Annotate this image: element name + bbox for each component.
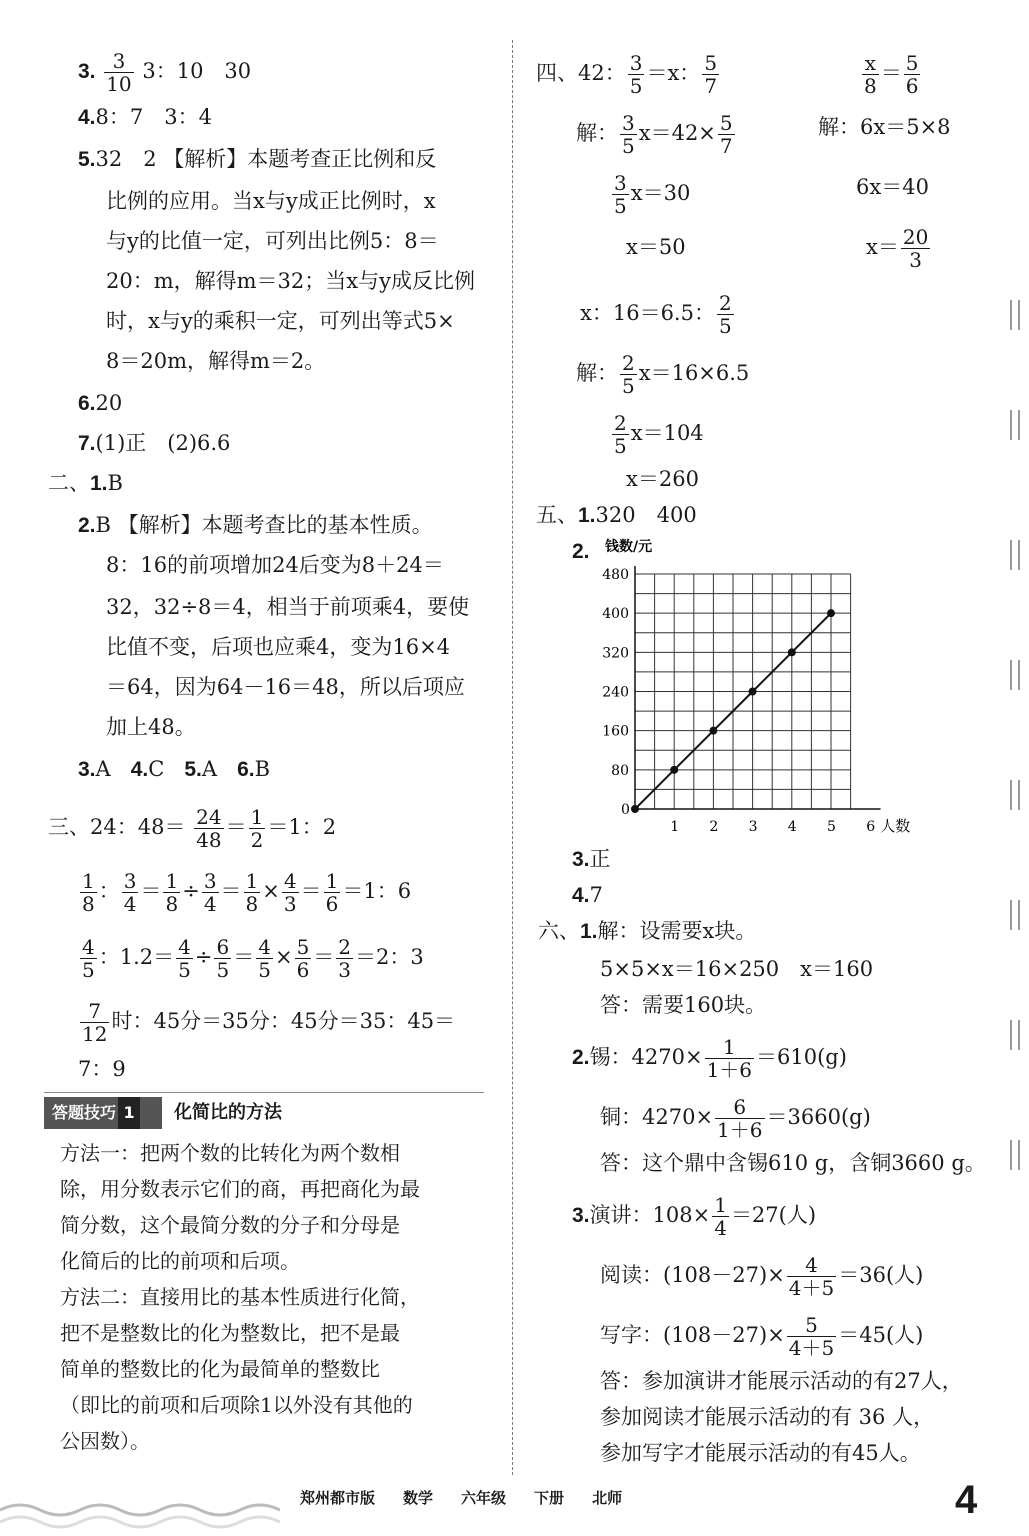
equation-line: x：16＝6.5： $\frac{2}{5}$ xyxy=(580,291,732,338)
y-axis-label: 钱数/元 xyxy=(605,539,653,555)
tip-line: 简分数，这个最简分数的分子和分母是 xyxy=(60,1213,400,1237)
footer: 郑州都市版 数学 六年级 下册 北师 xyxy=(300,1489,623,1507)
solution-line: $\frac{3}{5}$ x＝30 xyxy=(614,171,691,218)
x-tick-label: 3 xyxy=(748,819,758,835)
x-tick-label: 4 xyxy=(787,819,797,835)
answer-line: 答：这个鼎中含锡610 g，含铜3660 g。 xyxy=(600,1151,986,1175)
y-tick-label: 480 xyxy=(602,567,629,583)
section-3-line-3: $\frac{4}{5}$ ：1.2＝ $\frac{4}{5}$ ÷ $\frac{6}{5}$ ＝ $\frac{4}{5}$ × $\frac{5}{6}$ ＝ $\frac{2}{3}$ ＝2：3 xyxy=(82,935,424,982)
y-tick-label: 240 xyxy=(602,684,629,701)
section-4-eq-2: $\frac{x}{8}$ ＝ $\frac{5}{6}$ xyxy=(864,51,919,98)
decorative-edge-marks xyxy=(1005,260,1029,1360)
data-point xyxy=(788,648,796,656)
section-6-answer-3: 3.演讲：108× $\frac{1}{4}$ ＝27(人) xyxy=(572,1193,817,1240)
answer-5: 5.32 2 【解析】本题考查正比例和反 xyxy=(78,147,437,171)
explanation-line: 比例的应用。当x与y成正比例时，x xyxy=(106,189,436,213)
section-2-answer-2: 2.B 【解析】本题考查比的基本性质。 xyxy=(78,513,433,537)
solution-line: 5×5×x＝16×250 x＝160 xyxy=(600,957,874,981)
x-tick-label: 6 xyxy=(866,819,876,835)
section-2-answers-3-6: 3.A 4.C 5.A 6.B xyxy=(78,757,271,781)
fraction: $\frac{3}{10}$ xyxy=(106,49,132,96)
section-3-line-1: 三、24：48＝ $\frac{24}{48}$ ＝ $\frac{1}{2}$ ＝1：2 xyxy=(48,805,337,852)
tip-line: （即比的前项和后项除1以外没有其他的 xyxy=(60,1393,413,1417)
solution-line: x＝50 xyxy=(626,235,686,259)
answer-line: 参加阅读才能展示活动的有 36 人， xyxy=(600,1405,935,1429)
solution-line: x＝ $\frac{20}{3}$ xyxy=(866,225,929,272)
solution-line: 阅读：(108－27)× $\frac{4}{4+5}$ ＝36(人) xyxy=(600,1253,924,1300)
data-point xyxy=(670,766,678,774)
column-divider xyxy=(512,40,513,1475)
y-tick-label: 80 xyxy=(611,762,629,779)
answer-6: 6.20 xyxy=(78,391,123,415)
data-point xyxy=(827,609,835,617)
explanation-line: 20：m，解得m＝32；当x与y成反比例 xyxy=(106,269,475,293)
data-point xyxy=(749,688,757,696)
solution-line: x＝260 xyxy=(626,467,699,491)
section-6-answer-1: 六、1.解：设需要x块。 xyxy=(538,919,757,943)
section-2-answer-1: 二、1.B xyxy=(48,471,123,495)
answer-3: 3. $\frac{3}{10}$ 3：10 30 xyxy=(78,49,252,96)
tip-line: 公因数）。 xyxy=(60,1429,150,1453)
tip-line: 化简后的比的前项和后项。 xyxy=(60,1249,300,1273)
line-chart xyxy=(590,535,920,835)
solution-line: 6x＝40 xyxy=(856,175,929,199)
section-3-line-5: 7：9 xyxy=(78,1057,126,1081)
section-5-answer-3: 3.正 xyxy=(572,847,611,871)
x-tick-label: 2 xyxy=(709,819,719,835)
decorative-wave xyxy=(0,1490,280,1536)
x-axis-label: 人数 xyxy=(880,817,911,835)
explanation-line: 时，x与y的乘积一定，可列出等式5× xyxy=(106,309,455,333)
tip-line: 方法二：直接用比的基本性质进行化简， xyxy=(60,1285,420,1309)
explanation-line: 8＝20m，解得m＝2。 xyxy=(106,349,326,373)
explanation-line: 比值不变，后项也应乘4，变为16×4 xyxy=(106,635,451,659)
origin-label: 0 xyxy=(621,802,630,818)
tip-line: 方法一：把两个数的比转化为两个数相 xyxy=(60,1141,400,1165)
y-tick-label: 400 xyxy=(602,606,629,623)
solution-line: 解： $\frac{2}{5}$ x＝16×6.5 xyxy=(576,351,750,398)
section-4-eq-1: 四、42： $\frac{3}{5}$ ＝x： $\frac{5}{7}$ xyxy=(536,51,718,98)
explanation-line: 8：16的前项增加24后变为8＋24＝ xyxy=(106,553,444,577)
section-5-answer-2: 2. xyxy=(572,540,590,563)
answer-line: 答：需要160块。 xyxy=(600,993,767,1017)
section-3-line-2: $\frac{1}{8}$ ： $\frac{3}{4}$ ＝ $\frac{1}{8}$ ÷ $\frac{3}{4}$ ＝ $\frac{1}{8}$ × $\frac{4}{3}$ ＝ $\frac{1}{6}$ ＝1：6 xyxy=(82,869,412,916)
explanation-line: 与y的比值一定，可列出比例5：8＝ xyxy=(106,229,439,253)
solution-line: 解： $\frac{3}{5}$ x＝42× $\frac{5}{7}$ xyxy=(576,111,733,158)
x-tick-label: 1 xyxy=(670,819,680,835)
data-point xyxy=(631,805,639,813)
solution-line: 写字：(108－27)× $\frac{5}{4+5}$ ＝45(人) xyxy=(600,1313,924,1360)
explanation-line: 32，32÷8＝4，相当于前项乘4，要使 xyxy=(106,595,470,619)
y-tick-label: 160 xyxy=(602,723,629,740)
x-tick-label: 5 xyxy=(827,819,836,835)
section-5-answer-1: 五、1.320 400 xyxy=(536,503,697,527)
tip-line: 除，用分数表示它们的商，再把商化为最 xyxy=(60,1177,420,1201)
section-5-answer-4: 4.7 xyxy=(572,883,603,907)
section-6-answer-2: 2.锡：4270× $\frac{1}{1+6}$ ＝610(g) xyxy=(572,1035,847,1082)
page-number: 4 xyxy=(955,1478,978,1522)
explanation-line: ＝64，因为64－16＝48，所以后项应 xyxy=(106,675,465,699)
tip-line: 把不是整数比的化为整数比，把不是最 xyxy=(60,1321,400,1345)
answer-line: 答：参加演讲才能展示活动的有27人， xyxy=(600,1369,963,1393)
section-3-line-4: $\frac{7}{12}$ 时：45分＝35分：45分＝35：45＝ xyxy=(82,999,456,1046)
answer-4: 4.8：7 3：4 xyxy=(78,105,212,129)
tip-title: 化简比的方法 xyxy=(174,1102,282,1123)
tip-label: 答题技巧 1 xyxy=(44,1097,162,1129)
solution-line: 铜：4270× $\frac{6}{1+6}$ ＝3660(g) xyxy=(600,1095,871,1142)
data-point xyxy=(709,727,717,735)
answer-line: 参加写字才能展示活动的有45人。 xyxy=(600,1441,921,1465)
tip-line: 简单的整数比的化为最简单的整数比 xyxy=(60,1357,380,1381)
answer-7: 7.(1)正 (2)6.6 xyxy=(78,431,231,455)
explanation-line: 加上48。 xyxy=(106,715,196,739)
y-tick-label: 320 xyxy=(602,645,629,662)
solution-line: $\frac{2}{5}$ x＝104 xyxy=(614,411,704,458)
solution-line: 解：6x＝5×8 xyxy=(818,115,951,139)
